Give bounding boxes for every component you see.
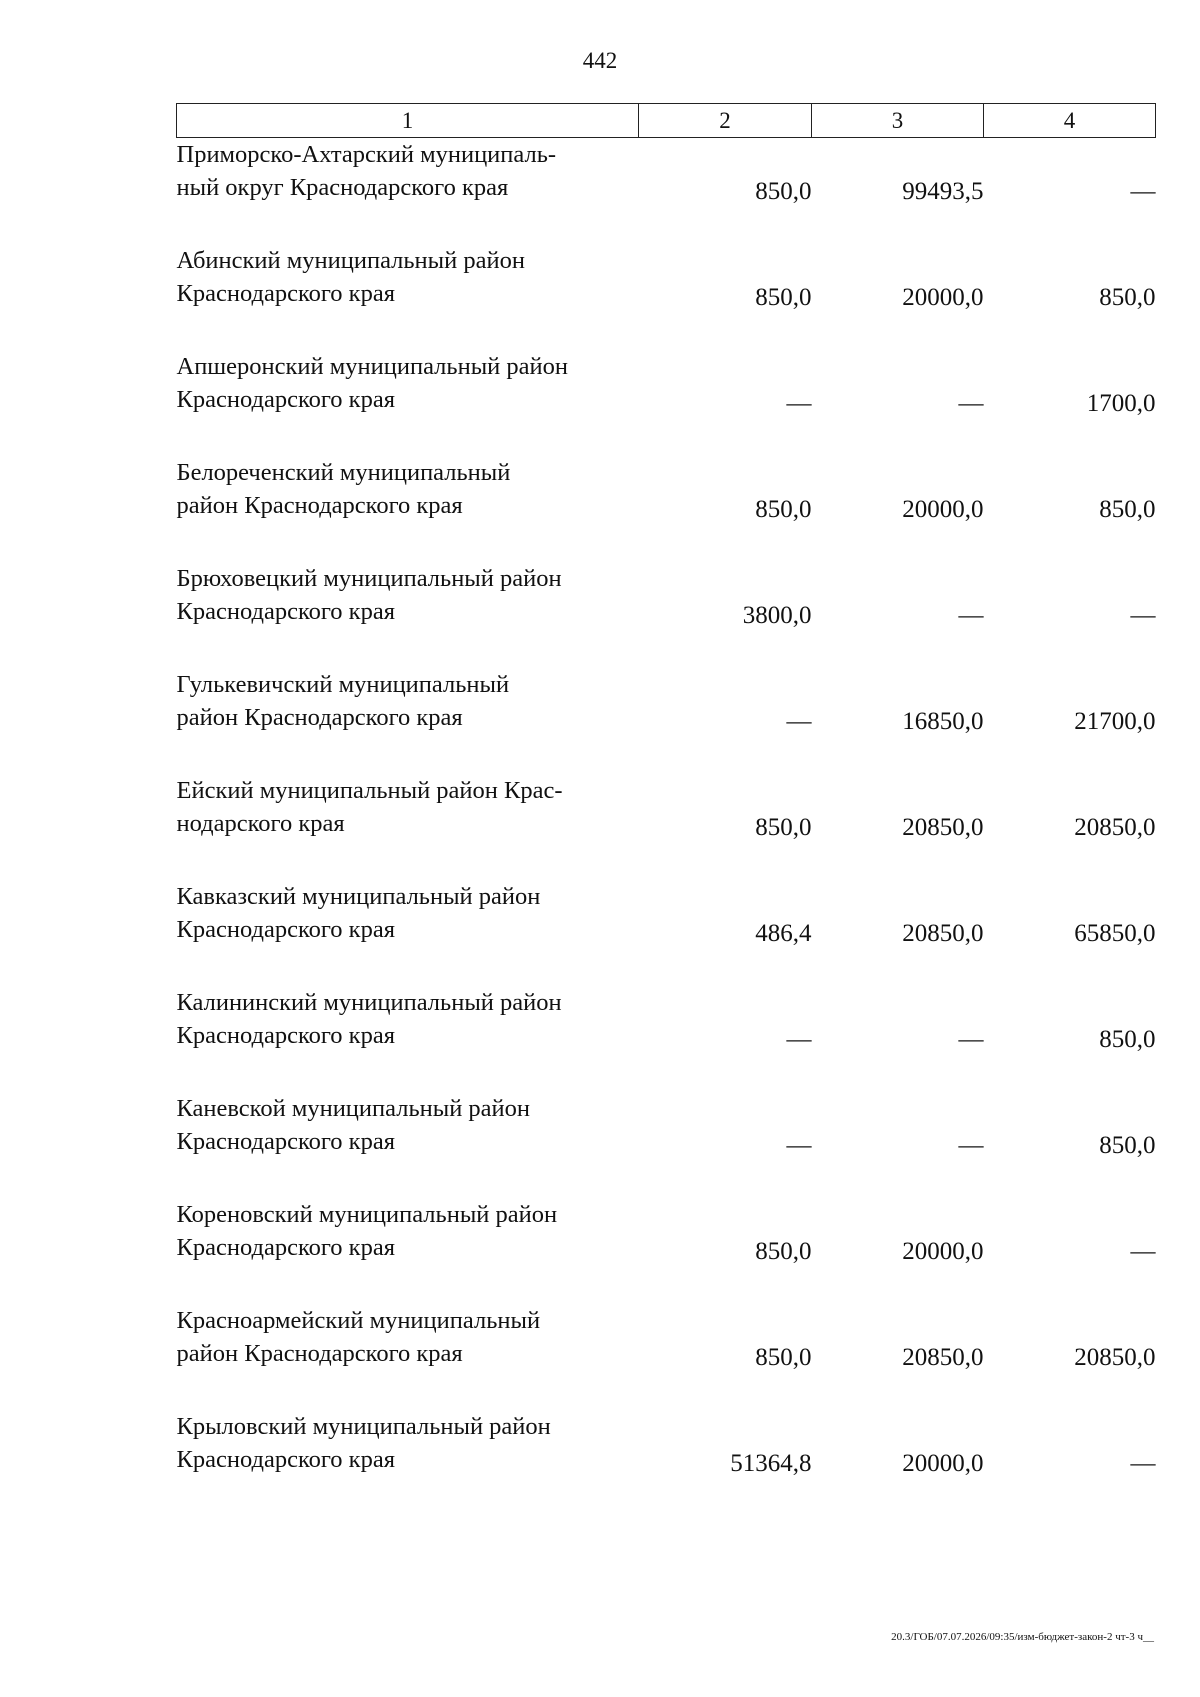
table-row (177, 1162, 1156, 1268)
value-col-4: — (1130, 178, 1156, 205)
value-col-3: 20850,0 (902, 814, 984, 841)
value-col-2: 850,0 (755, 178, 812, 205)
municipality-name: Белореченский муниципальный район Краснодарского края (176, 459, 511, 519)
table-row (177, 1374, 1156, 1480)
municipality-cell (177, 314, 639, 420)
municipality-name: Каневской муниципальный район Краснодарского края (176, 1095, 531, 1155)
value-col-3: 99493,5 (902, 178, 984, 205)
page-number: 442 (582, 48, 618, 73)
municipality-name: Кавказский муниципальный район Краснодарского края (176, 883, 541, 943)
municipality-cell (177, 950, 639, 1056)
value-col-4: — (1130, 602, 1156, 629)
municipality-name: Гулькевичский муниципальный район Краснодарского края (176, 671, 510, 731)
municipality-cell (177, 1374, 639, 1480)
value-col-2: 51364,8 (730, 1450, 812, 1477)
municipality-name: Крыловский муниципальный район Краснодарского края (176, 1413, 551, 1473)
table-row (177, 314, 1156, 420)
table-row (177, 950, 1156, 1056)
value-col-2: — (786, 1026, 812, 1053)
municipality-name: Брюховецкий муниципальный район Краснодарского края (176, 565, 562, 625)
value-col-3: 20000,0 (902, 1238, 984, 1265)
table-row (177, 526, 1156, 632)
value-col-4: 850,0 (1099, 284, 1156, 311)
value-col-4: 850,0 (1099, 496, 1156, 523)
value-col-2: 3800,0 (742, 602, 812, 629)
value-col-2: 486,4 (755, 920, 812, 947)
value-col-3: 20850,0 (902, 1344, 984, 1371)
value-col-4: 21700,0 (1074, 708, 1156, 735)
value-col-2: 850,0 (755, 284, 812, 311)
value-col-4: 1700,0 (1086, 390, 1156, 417)
value-col-3: — (958, 390, 984, 417)
value-col-2: — (786, 1132, 812, 1159)
table-row (177, 208, 1156, 314)
value-col-4: 850,0 (1099, 1026, 1156, 1053)
value-col-2: 850,0 (755, 814, 812, 841)
municipality-cell (177, 526, 639, 632)
value-col-3: — (958, 1026, 984, 1053)
value-col-3: 20850,0 (902, 920, 984, 947)
header-col-3: 3 (812, 104, 984, 138)
table-row (177, 138, 1156, 209)
municipality-name: Калининский муниципальный район Краснодарского края (176, 989, 562, 1049)
value-col-3: 20000,0 (902, 496, 984, 523)
municipality-cell (177, 208, 639, 314)
value-col-4: — (1130, 1238, 1156, 1265)
value-col-2: 850,0 (755, 1344, 812, 1371)
value-col-4: — (1130, 1450, 1156, 1477)
value-col-4: 850,0 (1099, 1132, 1156, 1159)
municipality-cell (177, 632, 639, 738)
document-code: 20.3/ГОБ/07.07.2026/09:35/изм-бюджет-закон-2 чт-3 ч__ (891, 1631, 1154, 1643)
municipality-cell (177, 138, 639, 209)
value-col-3: 16850,0 (902, 708, 984, 735)
value-col-3: 20000,0 (902, 284, 984, 311)
municipality-cell (177, 420, 639, 526)
value-col-4: 20850,0 (1074, 1344, 1156, 1371)
table-row (177, 632, 1156, 738)
table-row (177, 1268, 1156, 1374)
table-row (177, 420, 1156, 526)
municipality-name: Ейский муниципальный район Крас- нодарского края (176, 777, 563, 837)
budget-table (176, 103, 1156, 1480)
table-row (177, 1056, 1156, 1162)
municipality-name: Апшеронский муниципальный район Краснодарского края (176, 353, 568, 413)
municipality-cell (177, 738, 639, 844)
municipality-cell (177, 844, 639, 950)
table-body (177, 138, 1156, 1481)
municipality-name: Красноармейский муниципальный район Краснодарского края (176, 1307, 541, 1367)
table-row (177, 844, 1156, 950)
header-col-2: 2 (639, 104, 812, 138)
value-col-4: 20850,0 (1074, 814, 1156, 841)
value-col-2: — (786, 708, 812, 735)
municipality-name: Кореновский муниципальный район Краснодарского края (176, 1201, 558, 1261)
value-col-2: — (786, 390, 812, 417)
value-col-4: 65850,0 (1074, 920, 1156, 947)
municipality-name: Абинский муниципальный район Краснодарского края (176, 247, 525, 307)
header-col-4: 4 (984, 104, 1156, 138)
municipality-cell (177, 1162, 639, 1268)
value-col-2: 850,0 (755, 496, 812, 523)
value-col-3: — (958, 1132, 984, 1159)
municipality-cell (177, 1268, 639, 1374)
value-col-3: 20000,0 (902, 1450, 984, 1477)
value-col-2: 850,0 (755, 1238, 812, 1265)
header-col-1: 1 (177, 104, 639, 138)
value-col-3: — (958, 602, 984, 629)
table-row (177, 738, 1156, 844)
municipality-name: Приморско-Ахтарский муниципаль- ный округ Краснодарского края (176, 141, 557, 201)
municipality-cell (177, 1056, 639, 1162)
table-header (177, 104, 1156, 138)
